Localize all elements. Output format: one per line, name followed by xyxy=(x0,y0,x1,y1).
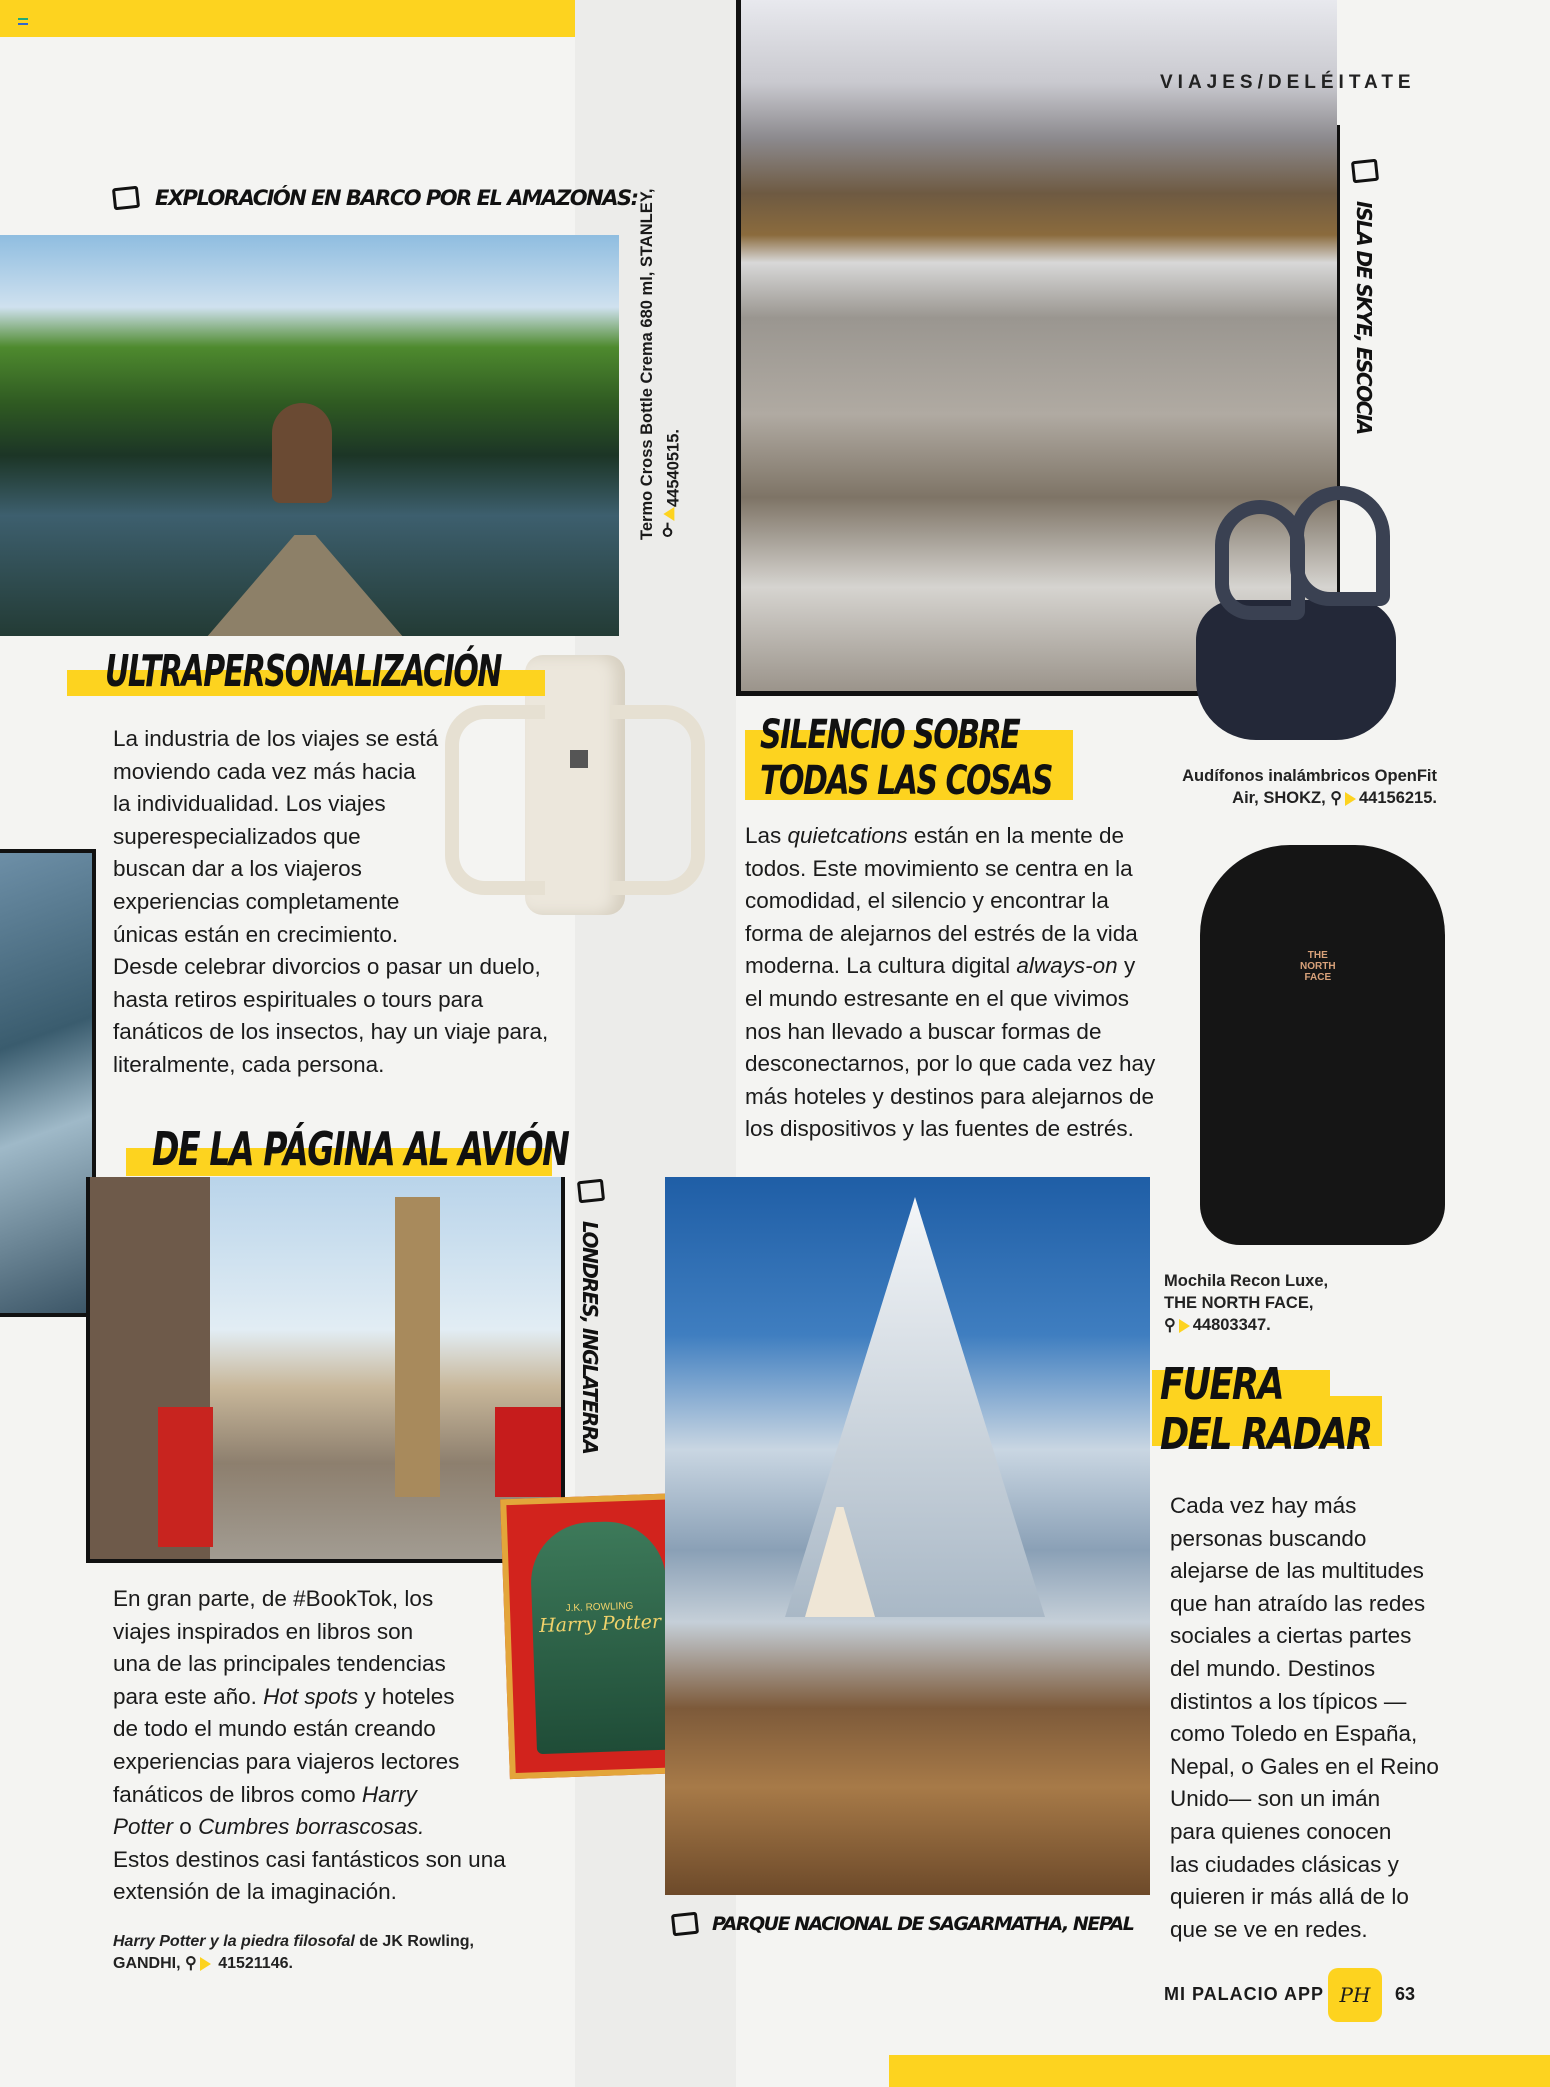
text-segment: fanáticos de los insectos, hay un viaje para, xyxy=(113,1019,549,1045)
page-number: 63 xyxy=(1395,1984,1416,2004)
text-segment: hasta retiros espirituales o tours para xyxy=(113,986,484,1012)
text-segment: quieren ir más allá de lo xyxy=(1170,1884,1409,1910)
play-icon xyxy=(200,1957,211,1971)
text-line xyxy=(1170,1620,1439,1653)
text-line xyxy=(1170,1588,1439,1621)
text-segment: sociales a ciertas partes xyxy=(1170,1623,1412,1649)
thermos-caption: Termo Cross Bottle Crema 680 ml, STANLEY, ⚲44540515. xyxy=(638,188,683,540)
text-segment: las ciudades clásicas y xyxy=(1170,1851,1399,1877)
search-icon: ⚲ xyxy=(660,521,677,540)
text-segment: Nepal, o Gales en el Reino xyxy=(1170,1753,1439,1779)
text-segment: están en la mente de xyxy=(907,823,1125,848)
text-line xyxy=(113,951,548,984)
text-segment: desconectarnos, por lo que cada vez hay xyxy=(745,1051,1156,1077)
text-segment: todos. Este movimiento se centra en la xyxy=(745,855,1133,881)
text-line xyxy=(1170,1490,1439,1523)
app-label[interactable]: MI PALACIO APP xyxy=(1164,1984,1325,2004)
text-segment: Cada vez hay más xyxy=(1170,1493,1357,1518)
text-line xyxy=(745,885,1155,918)
text-line xyxy=(113,1583,506,1616)
text-segment: alejarse de las multitudes xyxy=(1170,1558,1424,1584)
text-line xyxy=(113,984,548,1017)
text-line xyxy=(1170,1783,1439,1816)
text-line xyxy=(113,919,548,952)
traveler xyxy=(272,403,332,503)
frame-icon xyxy=(1351,159,1379,184)
search-icon: ⚲ xyxy=(1330,789,1342,807)
earbuds-case xyxy=(1196,600,1396,740)
play-icon xyxy=(664,507,675,521)
text-line xyxy=(745,1016,1155,1049)
text-line xyxy=(745,918,1155,951)
search-icon: ⚲ xyxy=(1164,1316,1176,1334)
text-segment: distintos a los típicos — xyxy=(1170,1688,1407,1714)
text-line xyxy=(1170,1751,1439,1784)
text-segment: La industria de los viajes se está xyxy=(113,726,439,751)
text-segment: o xyxy=(173,1814,199,1840)
heading-fuera-radar: FUERA DEL RADAR xyxy=(1160,1359,1372,1460)
text-line xyxy=(1170,1653,1439,1686)
text-line xyxy=(113,1746,506,1779)
paragraph-silencio xyxy=(745,820,1155,1146)
text-line xyxy=(113,1016,548,1049)
text-line xyxy=(745,1081,1155,1114)
text-line xyxy=(745,1113,1155,1146)
bottom-yellow-bar xyxy=(889,2055,1550,2087)
text-segment: Unido— son un imán xyxy=(1170,1786,1381,1812)
text-segment: fanáticos de libros como xyxy=(113,1781,362,1807)
text-line xyxy=(745,950,1155,983)
text-segment: más hoteles y destinos para alejarnos de xyxy=(745,1083,1154,1109)
text-line xyxy=(1170,1816,1439,1849)
text-line xyxy=(113,1844,506,1877)
text-segment: extensión de la imaginación. xyxy=(113,1879,397,1905)
text-segment: Estos destinos casi fantásticos son una xyxy=(113,1846,506,1872)
text-line xyxy=(745,1048,1155,1081)
text-segment: la individualidad. Los viajes xyxy=(113,791,386,817)
italic-text: Potter xyxy=(113,1814,174,1840)
text-segment: experiencias completamente xyxy=(113,888,400,914)
text-segment: para este año. xyxy=(113,1683,264,1709)
italic-text: Hot spots xyxy=(263,1683,359,1709)
play-icon xyxy=(1179,1319,1190,1333)
london-caption: LONDRES, INGLATERRA xyxy=(578,1180,604,1453)
text-segment: y xyxy=(1117,953,1136,979)
text-segment: de todo el mundo están creando xyxy=(113,1716,436,1742)
text-line xyxy=(1170,1686,1439,1719)
menu-icon[interactable] xyxy=(18,18,28,25)
text-segment: del mundo. Destinos xyxy=(1170,1655,1376,1681)
text-segment: buscan dar a los viajeros xyxy=(113,856,362,882)
text-segment: una de las principales tendencias xyxy=(113,1651,446,1677)
text-segment: En gran parte, de #BookTok, los xyxy=(113,1586,434,1611)
heading-ultrapersonalizacion: ULTRAPERSONALIZACIÓN xyxy=(105,646,502,697)
italic-text: always-on xyxy=(1016,953,1118,979)
text-segment: que han atraído las redes xyxy=(1170,1590,1426,1616)
text-line xyxy=(1170,1914,1439,1947)
text-line xyxy=(1170,1523,1439,1556)
heading-pagina-avion: DE LA PÁGINA AL AVIÓN xyxy=(152,1122,569,1176)
text-line xyxy=(745,983,1155,1016)
text-segment: comodidad, el silencio y encontrar la xyxy=(745,888,1109,914)
text-line xyxy=(745,853,1155,886)
text-segment: que se ve en redes. xyxy=(1170,1916,1368,1942)
text-line xyxy=(1170,1849,1439,1882)
nepal-caption: PARQUE NACIONAL DE SAGARMATHA, NEPAL xyxy=(672,1913,1133,1935)
text-segment: el mundo estresante en el que vivimos xyxy=(745,985,1129,1011)
text-segment: forma de alejarnos del estrés de la vida xyxy=(745,920,1138,946)
city-edge-photo xyxy=(0,849,96,1317)
text-segment: para quienes conocen xyxy=(1170,1818,1392,1844)
text-segment: viajes inspirados en libros son xyxy=(113,1618,414,1644)
section-label: VIAJES/DELÉITATE xyxy=(1160,72,1416,93)
text-line xyxy=(745,820,1155,853)
harry-potter-book: J.K. ROWLING Harry Potter xyxy=(500,1493,697,1779)
text-line xyxy=(1170,1881,1439,1914)
text-line xyxy=(113,1049,548,1082)
text-segment: moderna. La cultura digital xyxy=(745,953,1017,979)
canoe xyxy=(200,535,410,636)
frame-icon xyxy=(671,1912,699,1937)
italic-text: Cumbres borrascosas. xyxy=(198,1814,425,1840)
text-segment: únicas están en crecimiento. xyxy=(113,921,399,947)
top-yellow-bar xyxy=(0,0,575,37)
text-segment: Las xyxy=(745,823,788,848)
backpack-product: THE NORTH FACE xyxy=(1200,845,1445,1245)
italic-text: quietcations xyxy=(787,823,908,848)
search-icon: ⚲ xyxy=(185,1955,197,1972)
frame-icon xyxy=(577,1179,605,1204)
paragraph-fuera-radar xyxy=(1170,1490,1439,1946)
amazon-river-photo xyxy=(0,235,619,636)
text-line xyxy=(113,1681,506,1714)
frame-icon xyxy=(112,186,140,211)
text-segment: personas buscando xyxy=(1170,1525,1367,1551)
skye-caption: ISLA DE SKYE, ESCOCIA xyxy=(1352,160,1378,434)
nepal-photo xyxy=(665,1177,1150,1895)
heading-silencio: SILENCIO SOBRE TODAS LAS COSAS xyxy=(760,712,1052,804)
paragraph-pagina-avion xyxy=(113,1583,506,1909)
text-line xyxy=(113,1713,506,1746)
text-segment: superespecializados que xyxy=(113,823,361,849)
earbuds-caption: Audífonos inalámbricos OpenFit Air, SHOKZ, ⚲ 44156215. xyxy=(1182,765,1437,810)
palacio-logo[interactable]: PH xyxy=(1328,1968,1382,2022)
text-line xyxy=(113,1811,506,1844)
text-line xyxy=(113,1876,506,1909)
text-segment: experiencias para viajeros lectores xyxy=(113,1748,460,1774)
italic-text: Harry xyxy=(361,1781,417,1807)
backpack-caption: Mochila Recon Luxe, THE NORTH FACE, ⚲ 44803347. xyxy=(1164,1270,1328,1337)
earbud-right xyxy=(1290,486,1390,606)
amazon-caption: EXPLORACIÓN EN BARCO POR EL AMAZONAS: xyxy=(113,186,637,210)
text-line xyxy=(113,1616,506,1649)
play-icon xyxy=(1345,792,1356,806)
london-photo xyxy=(86,1177,565,1563)
text-segment: como Toledo en España, xyxy=(1170,1721,1418,1747)
text-line xyxy=(113,1779,506,1812)
text-segment: literalmente, cada persona. xyxy=(113,1051,385,1077)
text-line xyxy=(1170,1555,1439,1588)
text-segment: moviendo cada vez más hacia xyxy=(113,758,416,784)
text-line xyxy=(113,1648,506,1681)
text-segment: nos han llevado a buscar formas de xyxy=(745,1018,1102,1044)
book-caption: Harry Potter y la piedra filosofal de JK Rowling, GANDHI, ⚲ 41521146. xyxy=(113,1931,474,1975)
text-line xyxy=(1170,1718,1439,1751)
text-segment: Desde celebrar divorcios o pasar un duelo, xyxy=(113,954,541,980)
text-segment: los dispositivos y las fuentes de estrés. xyxy=(745,1116,1134,1142)
text-segment: y hoteles xyxy=(358,1683,455,1709)
